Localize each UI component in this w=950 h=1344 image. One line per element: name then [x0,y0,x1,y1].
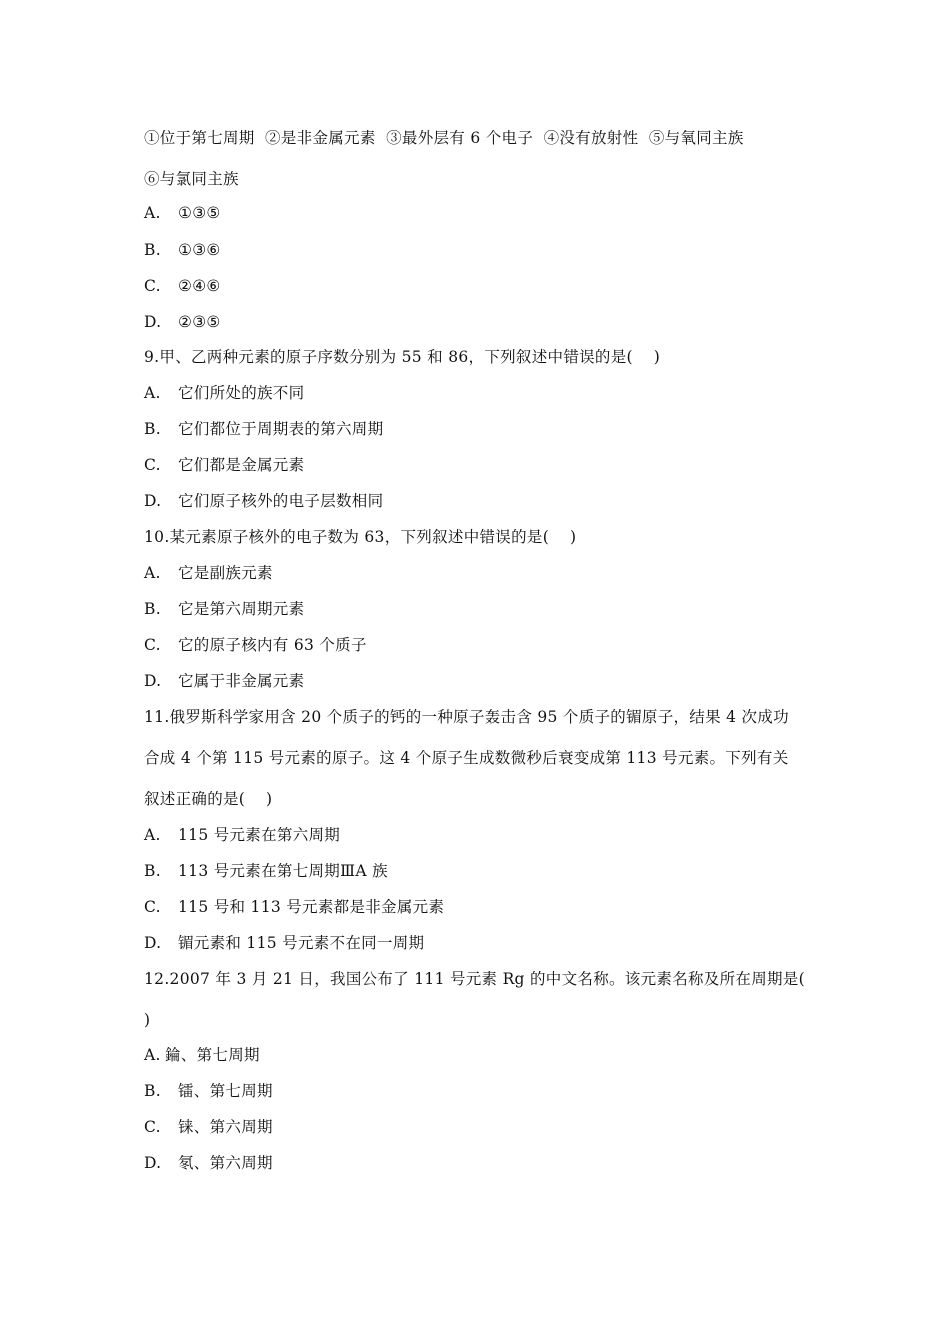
option-text: 它是第六周期元素 [178,600,305,618]
q9-option-c [144,455,304,475]
q10-option-d [144,671,304,691]
option-text: 氡、第六周期 [178,1154,273,1172]
option-label: D. [144,672,162,690]
q10-option-c [144,635,367,655]
q9-stem: 9.甲、乙两种元素的原子序数分别为 55 和 86，下列叙述中错误的是( ) [144,348,661,366]
option-text: 115 号和 113 号元素都是非金属元素 [178,898,445,916]
option-label: A. [144,384,161,402]
option-label: D. [144,934,162,952]
option-text: 铼、第六周期 [178,1118,273,1136]
q10-option-a [144,563,273,583]
option-text: 镭、第七周期 [178,1082,273,1100]
q9-option-d [144,491,383,511]
option-text: ①③⑤ [178,204,221,222]
q12-option-b [144,1081,273,1101]
q11-stem-line-2: 合成 4 个第 115 号元素的原子。这 4 个原子生成数微秒后衰变成第 113 号元素。下列有关 [144,749,789,767]
q8-option-a [144,203,221,223]
option-label: C. [144,1118,161,1136]
q11-option-d [144,933,424,953]
option-label: A. [144,826,161,844]
option-text: ②③⑤ [178,313,221,331]
option-label: B. [144,862,161,880]
q10-stem: 10.某元素原子核外的电子数为 63，下列叙述中错误的是( ) [144,528,577,546]
q9-option-b [144,419,383,439]
q11-option-b [144,861,388,881]
option-text: 113 号元素在第七周期ⅢA 族 [178,862,388,880]
q11-stem-line-1: 11.俄罗斯科学家用含 20 个质子的钙的一种原子轰击含 95 个质子的镅原子，结果 4 次成功 [144,708,789,726]
option-label: B. [144,1082,161,1100]
q11-stem-line-3: 叙述正确的是( ) [144,790,273,808]
q11-option-a [144,825,340,845]
q8-option-b [144,240,221,260]
option-label: D. [144,492,162,510]
q8-option-d [144,312,221,332]
option-label: B. [144,420,161,438]
option-text: ②④⑥ [178,277,221,295]
option-label: A. [144,204,161,222]
option-text: 它们都是金属元素 [178,456,305,474]
q8-stem-line-1: ①位于第七周期 ②是非金属元素 ③最外层有 6 个电子 ④没有放射性 ⑤与氧同主族 [144,129,744,147]
option-label: A. [144,564,161,582]
q12-option-c [144,1117,273,1137]
q12-option-d [144,1153,273,1173]
q8-stem-line-2: ⑥与氯同主族 [144,170,239,188]
option-label: D. [144,313,162,331]
option-text: 它属于非金属元素 [178,672,305,690]
option-text: 它是副族元素 [178,564,273,582]
q9-option-a [144,383,304,403]
option-label: C. [144,277,161,295]
q12-stem-line-2: ) [144,1011,151,1029]
option-label: C. [144,898,161,916]
option-text: ①③⑥ [178,241,221,259]
option-text: 它的原子核内有 63 个质子 [178,636,367,654]
q12-stem-line-1: 12.2007 年 3 月 21 日，我国公布了 111 号元素 Rg 的中文名称。该元素名称及所在周期是( [144,970,805,988]
option-label: D. [144,1154,162,1172]
option-text: 它们原子核外的电子层数相同 [178,492,384,510]
option-text: 115 号元素在第六周期 [178,826,341,844]
option-text: 它们都位于周期表的第六周期 [178,420,384,438]
option-label: B. [144,241,161,259]
option-text: 錀、第七周期 [165,1046,260,1064]
q11-option-c [144,897,444,917]
option-label: B. [144,600,161,618]
option-label: C. [144,636,161,654]
option-label: A. [144,1046,161,1064]
q10-option-b [144,599,304,619]
option-label: C. [144,456,161,474]
q8-option-c [144,276,221,296]
q12-option-a [144,1045,260,1065]
option-text: 它们所处的族不同 [178,384,305,402]
option-text: 镅元素和 115 号元素不在同一周期 [178,934,425,952]
